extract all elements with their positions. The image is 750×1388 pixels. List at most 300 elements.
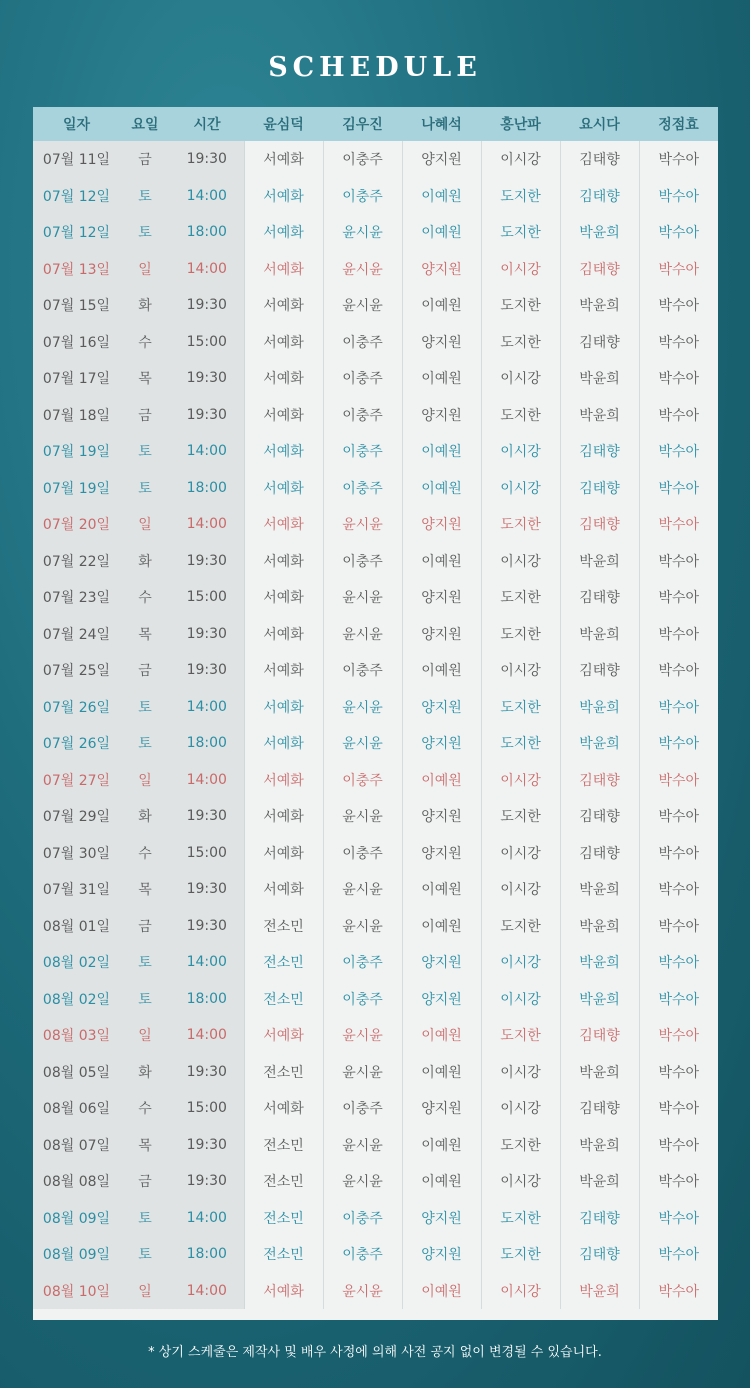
day-cell: 수: [120, 324, 170, 361]
time-cell: 14:00: [170, 1273, 244, 1310]
cast-cell: 김태향: [560, 798, 639, 835]
table-row: [33, 1127, 718, 1164]
day-cell: 목: [120, 871, 170, 908]
cast-cell: 서예화: [244, 616, 323, 653]
cast-cell: 이시강: [481, 251, 560, 288]
cast-cell: 이충주: [323, 360, 402, 397]
cast-cell: 박수아: [658, 772, 700, 789]
cast-cell: 서예화: [244, 798, 323, 835]
cast-cell: 박수아: [658, 334, 700, 351]
day-cell: 일: [120, 1273, 170, 1310]
date-cell: 07월 13일: [33, 251, 120, 288]
cast-cell: 박수아: [658, 1247, 700, 1264]
day-cell: 토: [120, 944, 170, 981]
table-row: [33, 689, 718, 726]
table-row: [33, 944, 718, 981]
table-row: [33, 543, 718, 580]
footnote: * 상기 스케줄은 제작사 및 배우 사정에 의해 사전 공지 없이 변경될 수 있습니다.: [148, 1345, 602, 1360]
cast-cell: 전소민: [244, 908, 323, 945]
cast-cell: 양지원: [402, 981, 481, 1018]
table-row: [33, 981, 718, 1018]
day-cell: 화: [120, 798, 170, 835]
cast-cell: 윤시윤: [323, 1054, 402, 1091]
cast-cell: 서예화: [244, 1273, 323, 1310]
cast-cell: 김태향: [560, 835, 639, 872]
day-cell: 토: [120, 981, 170, 1018]
cast-cell: 이충주: [323, 141, 402, 178]
date-cell: 07월 24일: [33, 616, 120, 653]
cast-cell: 박수아: [658, 1137, 700, 1154]
cast-cell: 이예원: [402, 871, 481, 908]
cast-cell: 양지원: [402, 1236, 481, 1273]
cast-cell: 박윤희: [560, 397, 639, 434]
time-cell: 15:00: [170, 1090, 244, 1127]
cast-cell: 김태향: [560, 178, 639, 215]
cast-cell: 도지한: [481, 579, 560, 616]
cast-cell: 서예화: [244, 835, 323, 872]
cast-cell: 윤시윤: [323, 616, 402, 653]
table-row: [33, 214, 718, 251]
cast-cell: 양지원: [402, 798, 481, 835]
cast-cell: 서예화: [244, 251, 323, 288]
cast-cell: 박수아: [658, 1064, 700, 1081]
time-cell: 18:00: [170, 214, 244, 251]
cast-cell: 박수아: [658, 480, 700, 497]
cast-cell: 윤시윤: [323, 908, 402, 945]
cast-cell: 서예화: [244, 579, 323, 616]
cast-cell: 서예화: [244, 214, 323, 251]
header-time: 시간: [170, 107, 244, 141]
cast-cell: 이충주: [323, 944, 402, 981]
table-row: [33, 433, 718, 470]
table-row: [33, 324, 718, 361]
header-cast-2: 김우진: [323, 107, 402, 141]
cast-cell: 이충주: [323, 981, 402, 1018]
time-cell: 19:30: [170, 287, 244, 324]
cast-cell: 도지한: [481, 689, 560, 726]
cast-cell: 전소민: [244, 944, 323, 981]
header-cast-6: 정점효: [639, 107, 718, 141]
date-cell: 07월 19일: [33, 470, 120, 507]
cast-cell: 이예원: [402, 360, 481, 397]
cast-cell: 도지한: [481, 214, 560, 251]
cast-cell: 도지한: [481, 908, 560, 945]
date-cell: 07월 18일: [33, 397, 120, 434]
cast-cell: 박윤희: [560, 1273, 639, 1310]
cast-cell: 이예원: [402, 1127, 481, 1164]
cast-cell: 박수아: [658, 955, 700, 972]
time-cell: 19:30: [170, 908, 244, 945]
cast-cell: 양지원: [402, 579, 481, 616]
cast-cell: 박윤희: [560, 689, 639, 726]
day-cell: 금: [120, 908, 170, 945]
cast-cell: 전소민: [244, 1054, 323, 1091]
cast-cell: 윤시윤: [323, 251, 402, 288]
cast-cell: 서예화: [244, 652, 323, 689]
cast-cell: 박수아: [658, 371, 700, 388]
date-cell: 07월 12일: [33, 178, 120, 215]
cast-cell: 이예원: [402, 543, 481, 580]
cast-cell: 박수아: [658, 1283, 700, 1300]
time-cell: 18:00: [170, 981, 244, 1018]
cast-cell: 이충주: [323, 1236, 402, 1273]
date-cell: 07월 22일: [33, 543, 120, 580]
table-row: [33, 616, 718, 653]
cast-cell: 서예화: [244, 725, 323, 762]
cast-cell: 윤시윤: [323, 214, 402, 251]
header-row: [33, 107, 718, 141]
cast-cell: 도지한: [481, 1127, 560, 1164]
time-cell: 15:00: [170, 324, 244, 361]
date-cell: 07월 15일: [33, 287, 120, 324]
cast-cell: 윤시윤: [323, 1273, 402, 1310]
schedule-body: [33, 141, 718, 1309]
schedule-table: [33, 107, 718, 1309]
cast-cell: 박윤희: [560, 908, 639, 945]
cast-cell: 이시강: [481, 470, 560, 507]
time-cell: 14:00: [170, 1200, 244, 1237]
date-cell: 07월 17일: [33, 360, 120, 397]
cast-cell: 박윤희: [560, 1163, 639, 1200]
table-row: [33, 1054, 718, 1091]
schedule-board: [33, 107, 718, 1320]
table-row: [33, 762, 718, 799]
time-cell: 18:00: [170, 1236, 244, 1273]
cast-cell: 이시강: [481, 1273, 560, 1310]
cast-cell: 박수아: [658, 809, 700, 826]
cast-cell: 박수아: [658, 918, 700, 935]
cast-cell: 도지한: [481, 506, 560, 543]
time-cell: 19:30: [170, 141, 244, 178]
table-row: [33, 798, 718, 835]
cast-cell: 서예화: [244, 543, 323, 580]
cast-cell: 김태향: [560, 141, 639, 178]
cast-cell: 김태향: [560, 324, 639, 361]
date-cell: 08월 05일: [33, 1054, 120, 1091]
day-cell: 금: [120, 1163, 170, 1200]
cast-cell: 박윤희: [560, 1054, 639, 1091]
cast-cell: 윤시윤: [323, 725, 402, 762]
time-cell: 19:30: [170, 652, 244, 689]
date-cell: 07월 26일: [33, 689, 120, 726]
time-cell: 14:00: [170, 178, 244, 215]
header-day: 요일: [120, 107, 170, 141]
table-row: [33, 908, 718, 945]
cast-cell: 전소민: [244, 1127, 323, 1164]
cast-cell: 이예원: [402, 433, 481, 470]
date-cell: 07월 23일: [33, 579, 120, 616]
cast-cell: 양지원: [402, 397, 481, 434]
day-cell: 일: [120, 251, 170, 288]
time-cell: 14:00: [170, 433, 244, 470]
cast-cell: 박윤희: [560, 725, 639, 762]
cast-cell: 윤시윤: [323, 287, 402, 324]
cast-cell: 박수아: [658, 699, 700, 716]
time-cell: 14:00: [170, 762, 244, 799]
cast-cell: 이시강: [481, 871, 560, 908]
day-cell: 화: [120, 1054, 170, 1091]
cast-cell: 이예원: [402, 762, 481, 799]
cast-cell: 박윤희: [560, 214, 639, 251]
cast-cell: 이충주: [323, 397, 402, 434]
cast-cell: 박수아: [658, 1174, 700, 1191]
cast-cell: 서예화: [244, 324, 323, 361]
table-row: [33, 506, 718, 543]
cast-cell: 박윤희: [560, 616, 639, 653]
table-row: [33, 470, 718, 507]
cast-cell: 박수아: [658, 1028, 700, 1045]
cast-cell: 서예화: [244, 1090, 323, 1127]
cast-cell: 김태향: [560, 1090, 639, 1127]
cast-cell: 서예화: [244, 871, 323, 908]
cast-cell: 도지한: [481, 798, 560, 835]
date-cell: 07월 27일: [33, 762, 120, 799]
cast-cell: 이시강: [481, 433, 560, 470]
date-cell: 08월 09일: [33, 1200, 120, 1237]
cast-cell: 이시강: [481, 944, 560, 981]
cast-cell: 도지한: [481, 725, 560, 762]
cast-cell: 서예화: [244, 141, 323, 178]
cast-cell: 도지한: [481, 324, 560, 361]
day-cell: 일: [120, 506, 170, 543]
cast-cell: 박윤희: [560, 360, 639, 397]
day-cell: 토: [120, 1236, 170, 1273]
day-cell: 토: [120, 1200, 170, 1237]
cast-cell: 이시강: [481, 981, 560, 1018]
cast-cell: 이충주: [323, 1090, 402, 1127]
day-cell: 금: [120, 397, 170, 434]
cast-cell: 도지한: [481, 616, 560, 653]
cast-cell: 이예원: [402, 1273, 481, 1310]
cast-cell: 서예화: [244, 287, 323, 324]
cast-cell: 이시강: [481, 1163, 560, 1200]
cast-cell: 도지한: [481, 1200, 560, 1237]
header-cast-1: 윤심덕: [244, 107, 323, 141]
date-cell: 08월 10일: [33, 1273, 120, 1310]
cast-cell: 이충주: [323, 1200, 402, 1237]
cast-cell: 전소민: [244, 981, 323, 1018]
cast-cell: 김태향: [560, 1236, 639, 1273]
table-row: [33, 1236, 718, 1273]
cast-cell: 박수아: [658, 152, 700, 169]
cast-cell: 이예원: [402, 1017, 481, 1054]
table-row: [33, 178, 718, 215]
time-cell: 19:30: [170, 616, 244, 653]
date-cell: 07월 16일: [33, 324, 120, 361]
table-row: [33, 1273, 718, 1310]
cast-cell: 도지한: [481, 287, 560, 324]
time-cell: 14:00: [170, 1017, 244, 1054]
day-cell: 토: [120, 470, 170, 507]
cast-cell: 박수아: [658, 663, 700, 680]
time-cell: 19:30: [170, 360, 244, 397]
day-cell: 수: [120, 1090, 170, 1127]
day-cell: 토: [120, 689, 170, 726]
table-row: [33, 1017, 718, 1054]
cast-cell: 이예원: [402, 908, 481, 945]
cast-cell: 김태향: [560, 506, 639, 543]
day-cell: 토: [120, 725, 170, 762]
header-cast-5: 요시다: [560, 107, 639, 141]
cast-cell: 윤시윤: [323, 1127, 402, 1164]
time-cell: 19:30: [170, 871, 244, 908]
cast-cell: 박수아: [658, 444, 700, 461]
time-cell: 18:00: [170, 725, 244, 762]
header-cast-4: 홍난파: [481, 107, 560, 141]
cast-cell: 전소민: [244, 1163, 323, 1200]
time-cell: 14:00: [170, 944, 244, 981]
day-cell: 토: [120, 178, 170, 215]
cast-cell: 서예화: [244, 178, 323, 215]
cast-cell: 이충주: [323, 762, 402, 799]
cast-cell: 양지원: [402, 251, 481, 288]
cast-cell: 박윤희: [560, 1127, 639, 1164]
cast-cell: 박수아: [658, 188, 700, 205]
time-cell: 14:00: [170, 506, 244, 543]
cast-cell: 이예원: [402, 470, 481, 507]
cast-cell: 박윤희: [560, 944, 639, 981]
time-cell: 19:30: [170, 397, 244, 434]
cast-cell: 윤시윤: [323, 871, 402, 908]
cast-cell: 박윤희: [560, 871, 639, 908]
cast-cell: 박수아: [658, 261, 700, 278]
cast-cell: 이시강: [481, 835, 560, 872]
cast-cell: 김태향: [560, 251, 639, 288]
cast-cell: 윤시윤: [323, 689, 402, 726]
table-row: [33, 397, 718, 434]
cast-cell: 서예화: [244, 360, 323, 397]
cast-cell: 박수아: [658, 1210, 700, 1227]
cast-cell: 이충주: [323, 178, 402, 215]
cast-cell: 이예원: [402, 287, 481, 324]
cast-cell: 이충주: [323, 652, 402, 689]
cast-cell: 김태향: [560, 1200, 639, 1237]
cast-cell: 서예화: [244, 689, 323, 726]
date-cell: 08월 08일: [33, 1163, 120, 1200]
date-cell: 08월 02일: [33, 944, 120, 981]
table-row: [33, 287, 718, 324]
cast-cell: 박윤희: [560, 543, 639, 580]
day-cell: 목: [120, 1127, 170, 1164]
cast-cell: 윤시윤: [323, 506, 402, 543]
cast-cell: 김태향: [560, 579, 639, 616]
day-cell: 토: [120, 433, 170, 470]
cast-cell: 서예화: [244, 506, 323, 543]
cast-cell: 이시강: [481, 1054, 560, 1091]
time-cell: 14:00: [170, 251, 244, 288]
cast-cell: 이예원: [402, 1054, 481, 1091]
table-row: [33, 1200, 718, 1237]
cast-cell: 양지원: [402, 324, 481, 361]
date-cell: 07월 12일: [33, 214, 120, 251]
cast-cell: 이시강: [481, 652, 560, 689]
cast-cell: 양지원: [402, 835, 481, 872]
header-cast-3: 나혜석: [402, 107, 481, 141]
day-cell: 수: [120, 579, 170, 616]
cast-cell: 전소민: [244, 1200, 323, 1237]
cast-cell: 이시강: [481, 543, 560, 580]
cast-cell: 김태향: [560, 1017, 639, 1054]
cast-cell: 박수아: [658, 517, 700, 534]
table-row: [33, 579, 718, 616]
cast-cell: 서예화: [244, 470, 323, 507]
cast-cell: 박수아: [658, 553, 700, 570]
date-cell: 07월 31일: [33, 871, 120, 908]
cast-cell: 양지원: [402, 616, 481, 653]
cast-cell: 도지한: [481, 1236, 560, 1273]
day-cell: 수: [120, 835, 170, 872]
cast-cell: 김태향: [560, 433, 639, 470]
cast-cell: 박수아: [658, 298, 700, 315]
cast-cell: 김태향: [560, 470, 639, 507]
cast-cell: 서예화: [244, 762, 323, 799]
cast-cell: 도지한: [481, 397, 560, 434]
time-cell: 19:30: [170, 798, 244, 835]
cast-cell: 도지한: [481, 1017, 560, 1054]
cast-cell: 양지원: [402, 944, 481, 981]
cast-cell: 양지원: [402, 689, 481, 726]
cast-cell: 윤시윤: [323, 798, 402, 835]
cast-cell: 이시강: [481, 1090, 560, 1127]
table-row: [33, 1163, 718, 1200]
day-cell: 토: [120, 214, 170, 251]
day-cell: 화: [120, 287, 170, 324]
cast-cell: 박수아: [658, 991, 700, 1008]
cast-cell: 박수아: [658, 1101, 700, 1118]
table-row: [33, 251, 718, 288]
cast-cell: 이시강: [481, 360, 560, 397]
cast-cell: 김태향: [560, 652, 639, 689]
cast-cell: 박윤희: [560, 287, 639, 324]
date-cell: 07월 26일: [33, 725, 120, 762]
cast-cell: 이시강: [481, 141, 560, 178]
cast-cell: 박윤희: [560, 981, 639, 1018]
time-cell: 19:30: [170, 1127, 244, 1164]
date-cell: 07월 25일: [33, 652, 120, 689]
table-row: [33, 725, 718, 762]
date-cell: 07월 20일: [33, 506, 120, 543]
day-cell: 일: [120, 762, 170, 799]
cast-cell: 이예원: [402, 178, 481, 215]
table-row: [33, 652, 718, 689]
day-cell: 금: [120, 652, 170, 689]
cast-cell: 박수아: [658, 845, 700, 862]
cast-cell: 윤시윤: [323, 579, 402, 616]
cast-cell: 박수아: [658, 407, 700, 424]
day-cell: 화: [120, 543, 170, 580]
time-cell: 14:00: [170, 689, 244, 726]
day-cell: 목: [120, 360, 170, 397]
table-row: [33, 360, 718, 397]
day-cell: 금: [120, 141, 170, 178]
date-cell: 08월 01일: [33, 908, 120, 945]
cast-cell: 양지원: [402, 506, 481, 543]
cast-cell: 이충주: [323, 835, 402, 872]
cast-cell: 서예화: [244, 1017, 323, 1054]
header-date: 일자: [33, 107, 120, 141]
cast-cell: 윤시윤: [323, 1017, 402, 1054]
cast-cell: 전소민: [244, 1236, 323, 1273]
date-cell: 08월 02일: [33, 981, 120, 1018]
cast-cell: 박수아: [658, 225, 700, 242]
cast-cell: 이충주: [323, 433, 402, 470]
cast-cell: 이충주: [323, 543, 402, 580]
cast-cell: 김태향: [560, 762, 639, 799]
cast-cell: 박수아: [658, 590, 700, 607]
cast-cell: 서예화: [244, 433, 323, 470]
table-row: [33, 141, 718, 178]
time-cell: 19:30: [170, 1054, 244, 1091]
